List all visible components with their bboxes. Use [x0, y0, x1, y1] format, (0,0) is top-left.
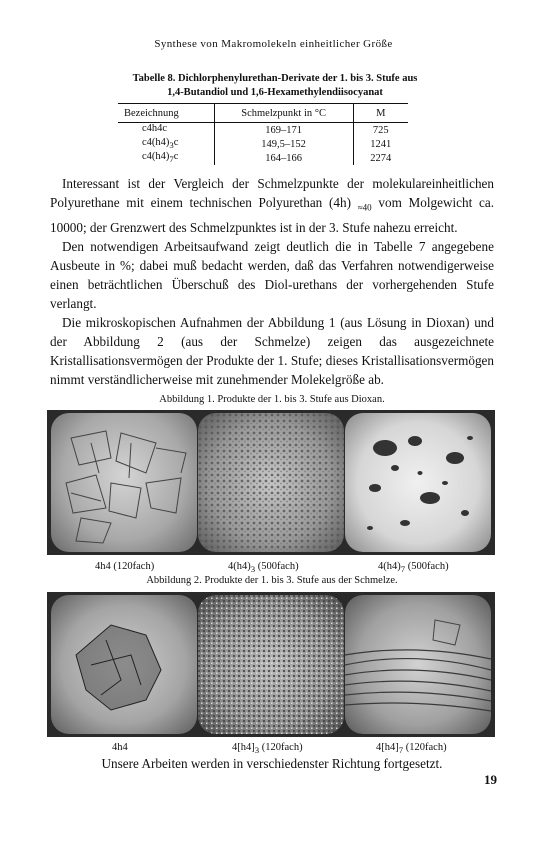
table-row — [118, 123, 408, 138]
paragraph-3: Die mikroskopischen Aufnahmen der Abbildung 1 (aus Lösung in Dioxan) und der Abbildung 2 (aus der Schmelze) zeigen das ausgezeichnete Kristallisationsvermögen der Produkte der 1. Stufe; dieses Kristallisationsvermögen nimmt verständlicherweise mit zunehmender Molekelgröße ab. — [50, 314, 494, 387]
micrograph-4h4-3-solution — [198, 413, 344, 552]
row-m: 2274 — [370, 152, 392, 164]
table-caption-line2: 1,4-Butandiol und 1,6-Hexamethylendiisocyanat — [167, 87, 383, 98]
row-m: 1241 — [370, 138, 392, 150]
paragraph-2: Den notwendigen Arbeitsaufwand zeigt deutlich die in Tabelle 7 angegebene Ausbeute in %; dabei muß bedacht werden, daß das Verfahren notwendigerweise einen beträchtlichen Überschuß des Diol-urethans der vorhergehenden Stufe verlangt. — [50, 238, 494, 311]
figure2-label-2: $4[h4]_3$ (120fach) — [232, 742, 303, 756]
row-name: c4h4c — [142, 123, 168, 135]
figure2-label-3: $4[h4]_7$ (120fach) — [376, 742, 447, 756]
melting-point-table — [118, 103, 408, 165]
figure1-plate — [47, 410, 495, 555]
row-name: $c4(h4)_7c$ — [142, 151, 179, 165]
paragraph-1: Interessant ist der Vergleich der Schmelzpunkte der molekulareinheitlichen Polyurethane mit einem technischen Polyurethan (4h) $_{\approx 40}$ vom Molgewicht ca. 10000; der Grenzwert des Schmelzpunktes ist in der 3. Stufe nahezu erreicht. — [50, 176, 495, 235]
figure2-plate — [47, 592, 495, 737]
figure2-caption: Abbildung 2. Produkte der 1. bis 3. Stufe aus der Schmelze. — [146, 575, 398, 586]
table-header-row — [118, 104, 408, 123]
figure1-label-3: $4(h4)_7$ (500fach) — [378, 561, 449, 575]
table-row — [118, 137, 408, 151]
body-text — [50, 174, 494, 389]
closing-sentence: Unsere Arbeiten werden in verschiedenster Richtung fortgesetzt. — [101, 756, 443, 771]
row-mp: 149,5–152 — [214, 137, 353, 151]
micrograph-4h4-solution — [51, 413, 197, 552]
page-number: 19 — [484, 772, 497, 787]
running-header: Synthese von Makromolekeln einheitlicher Größe — [154, 38, 393, 50]
figure1-label-1: 4h4 (120fach) — [95, 561, 155, 572]
micrograph-4h4-7-melt — [345, 595, 491, 734]
col-header-name: Bezeichnung — [118, 104, 214, 123]
row-mp: 164–166 — [214, 151, 353, 165]
row-m: 725 — [372, 124, 389, 136]
figure1-label-2: $4(h4)_3$ (500fach) — [228, 561, 299, 575]
micrograph-4h4-3-melt — [198, 595, 344, 734]
table-caption — [90, 72, 460, 100]
figure2-label-1: 4h4 — [112, 742, 128, 753]
col-header-m: M — [353, 104, 408, 123]
micrograph-4h4-7-solution — [345, 413, 491, 552]
figure1-caption: Abbildung 1. Produkte der 1. bis 3. Stufe aus Dioxan. — [159, 394, 385, 405]
row-name: $c4(h4)_3c$ — [142, 137, 179, 151]
micrograph-4h4-melt — [51, 595, 197, 734]
table-row — [118, 151, 408, 165]
table-caption-line1: Tabelle 8. Dichlorphenylurethan-Derivate der 1. bis 3. Stufe aus — [132, 73, 418, 84]
row-mp: 169–171 — [214, 123, 353, 138]
col-header-mp: Schmelzpunkt in °C — [214, 104, 353, 123]
